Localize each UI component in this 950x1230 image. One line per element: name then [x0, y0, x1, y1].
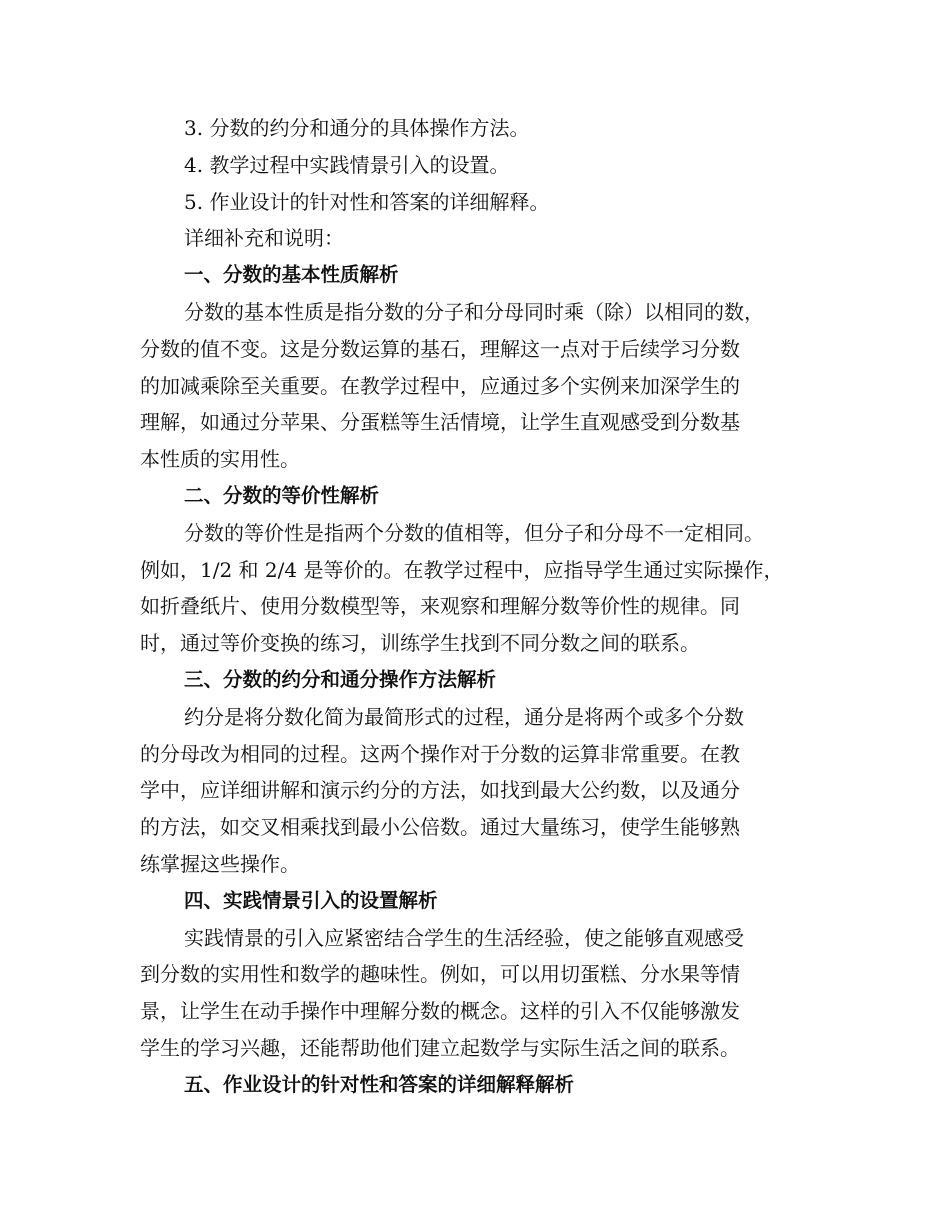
paragraph-line: 学生的学习兴趣，还能帮助他们建立起数学与实际生活之间的联系。 — [140, 1035, 740, 1060]
paragraph-line: 如折叠纸片、使用分数模型等，来观察和理解分数等价性的规律。同 — [140, 594, 740, 619]
paragraph-line: 时，通过等价变换的练习，训练学生找到不同分数之间的联系。 — [140, 631, 700, 656]
paragraph-line: 约分是将分数化简为最简形式的过程，通分是将两个或多个分数 — [184, 704, 744, 729]
paragraph-line: 学中，应详细讲解和演示约分的方法，如找到最大公约数，以及通分 — [140, 778, 740, 803]
section-heading: 五、作业设计的针对性和答案的详细解释解析 — [184, 1072, 575, 1096]
intro-text: 详细补充和说明： — [184, 226, 344, 251]
paragraph-line: 的加减乘除至关重要。在教学过程中，应通过多个实例来加深学生的 — [140, 373, 740, 398]
paragraph-line: 分数的基本性质是指分数的分子和分母同时乘（除）以相同的数， — [184, 299, 764, 324]
list-item-3: 3. 分数的约分和通分的具体操作方法。 — [184, 116, 530, 140]
paragraph-line: 例如，1/2 和 2/4 是等价的。在教学过程中，应指导学生通过实际操作， — [140, 557, 784, 582]
paragraph-line: 的方法，如交叉相乘找到最小公倍数。通过大量练习，使学生能够熟 — [140, 815, 740, 840]
section-3 — [140, 662, 810, 883]
paragraph-line: 的分母改为相同的过程。这两个操作对于分数的运算非常重要。在教 — [140, 741, 740, 766]
section-heading: 三、分数的约分和通分操作方法解析 — [184, 667, 497, 691]
section-1 — [140, 257, 810, 478]
paragraph-line: 到分数的实用性和数学的趣味性。例如，可以用切蛋糕、分水果等情 — [140, 962, 740, 987]
paragraph-line: 实践情景的引入应紧密结合学生的生活经验，使之能够直观感受 — [184, 925, 744, 950]
paragraph-line: 练掌握这些操作。 — [140, 851, 300, 876]
list-item-4: 4. 教学过程中实践情景引入的设置。 — [184, 152, 510, 177]
paragraph-line: 景，让学生在动手操作中理解分数的概念。这样的引入不仅能够激发 — [140, 999, 740, 1024]
paragraph-line: 分数的等价性是指两个分数的值相等，但分子和分母不一定相同。 — [184, 520, 764, 545]
paragraph-line: 理解，如通过分苹果、分蛋糕等生活情境，让学生直观感受到分数基 — [140, 410, 740, 435]
section-5 — [140, 1067, 810, 1104]
document-body — [140, 110, 810, 1104]
section-4 — [140, 883, 810, 1067]
section-2 — [140, 478, 810, 662]
section-heading: 一、分数的基本性质解析 — [184, 263, 399, 287]
paragraph-line: 本性质的实用性。 — [140, 447, 300, 472]
paragraph-line: 分数的值不变。这是分数运算的基石，理解这一点对于后续学习分数 — [140, 336, 740, 361]
list-item-5: 5. 作业设计的针对性和答案的详细解释。 — [184, 189, 550, 214]
section-heading: 四、实践情景引入的设置解析 — [184, 888, 438, 912]
section-heading: 二、分数的等价性解析 — [184, 483, 380, 507]
